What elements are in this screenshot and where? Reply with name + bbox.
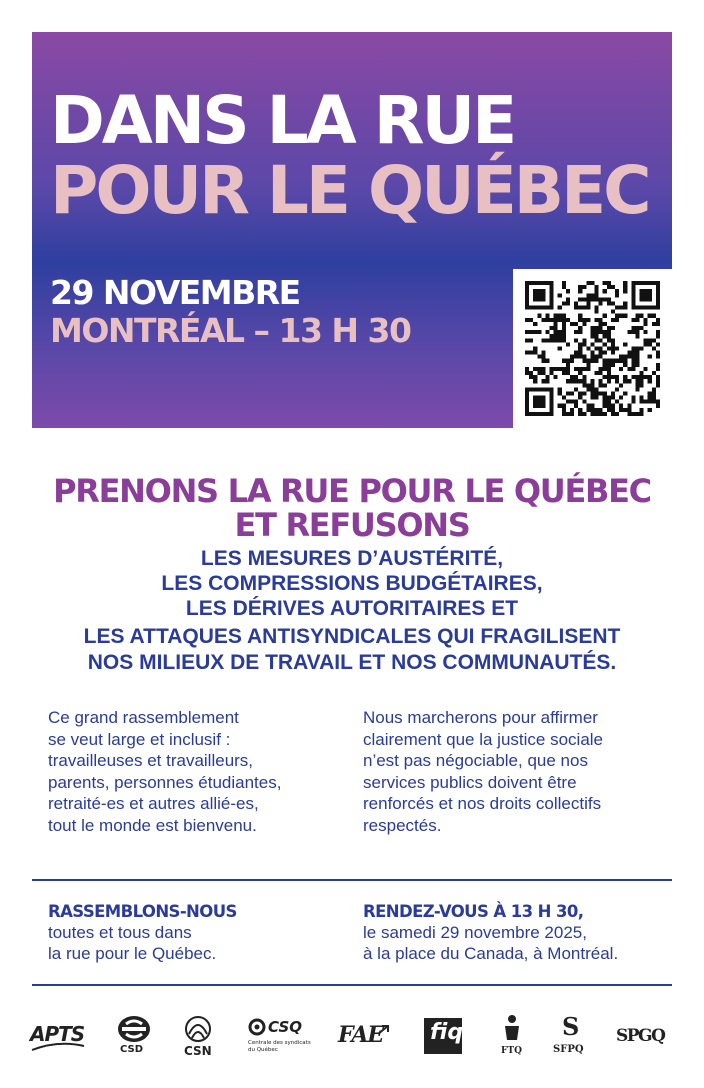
body-text-line: Ce grand rassemblement [48,708,239,727]
headline-line1: PRENONS LA RUE POUR LE QUÉBEC [53,472,651,510]
csd-logo-text: CSD [120,1044,144,1055]
subheadline-line: LES COMPRESSIONS BUDGÉTAIRES, [161,572,543,595]
body-text-line: travailleuses et travailleurs, [48,751,254,770]
csq-logo-subtitle: du Québec [248,1047,278,1053]
subheadline-line: LES ATTAQUES ANTISYNDICALES QUI FRAGILISENT [83,625,621,648]
qr-code-icon [525,281,660,416]
divider [32,879,672,881]
body-text-line: n’est pas négociable, que nos [363,751,588,770]
apts-logo-text: APTS [30,1022,85,1046]
body-text-line: Nous marcherons pour affirmer [363,708,598,727]
body-text-line: parents, personnes étudiantes, [48,772,282,792]
sfpq-logo-mark: S [562,1012,580,1041]
info-meetup-heading: RENDEZ-VOUS À 13 H 30, [363,902,584,921]
info-meetup-line: à la place du Canada, à Montréal. [363,944,619,963]
body-column-left [48,707,368,836]
info-gather [48,901,237,964]
fae-logo [336,1010,392,1064]
info-meetup-line: le samedi 29 novembre 2025, [363,923,587,942]
sfpq-logo-text: SFPQ [553,1044,584,1055]
csd-mark-icon [116,1014,152,1044]
spgq-logo-text: SPGQ [616,1026,665,1046]
fiq-logo-text: fiq [430,1020,464,1045]
event-banner [32,32,672,428]
info-gather-line: toutes et tous dans [48,923,192,942]
sfpq-logo [552,1010,588,1064]
info-meetup [363,901,618,964]
subheadline-line: NOS MILIEUX DE TRAVAIL ET NOS COMMUNAUTÉS. [87,651,617,674]
csn-logo [180,1010,216,1064]
event-location-time: MONTRÉAL – 13 H 30 [50,311,411,350]
info-gather-line: la rue pour le Québec. [48,944,217,963]
body-text-line: respectés. [363,815,442,835]
body-text-line: services publics doivent être [363,772,577,792]
body-text-line: retraité-es et autres allié-es, [48,794,259,813]
body-text-line: se veut large et inclusif : [48,729,231,749]
apts-swoosh-icon [28,1010,88,1064]
subheadline-line: LES DÉRIVES AUTORITAIRES ET [185,597,519,620]
fae-arrow-icon [376,1022,392,1038]
event-date: 29 NOVEMBRE [50,273,300,312]
csq-logo-text: CSQ [268,1018,303,1036]
ftq-figure-icon [502,1014,522,1044]
info-gather-heading: RASSEMBLONS-NOUS [48,902,237,921]
csd-logo [114,1010,154,1064]
body-text-line: tout le monde est bienvenu. [48,815,257,835]
headline-line2: ET REFUSONS [234,506,470,544]
fiq-logo [424,1010,464,1064]
csq-swirl-icon [248,1018,266,1036]
csq-logo [248,1010,318,1064]
csn-mark-icon [183,1014,213,1044]
subheadline-line: LES MESURES D’AUSTÉRITÉ, [200,547,504,570]
body-text-line: clairement que la justice sociale [363,729,604,749]
fae-logo-text: FAE [338,1022,384,1048]
body-column-right [363,707,683,836]
body-text-line: renforcés et nos droits collectifs [363,794,602,813]
csn-logo-text: CSN [184,1044,212,1058]
ftq-logo [498,1010,526,1064]
qr-code[interactable] [513,269,672,428]
banner-title-line1: DANS LA RUE [50,82,515,159]
csq-logo-subtitle: Centrale des syndicats [248,1040,311,1046]
spgq-logo [616,1010,674,1064]
ftq-logo-text: FTQ [501,1046,522,1056]
union-logos [28,1010,676,1064]
apts-logo [28,1010,88,1064]
banner-title-line2: POUR LE QUÉBEC [50,152,649,229]
divider [32,984,672,986]
